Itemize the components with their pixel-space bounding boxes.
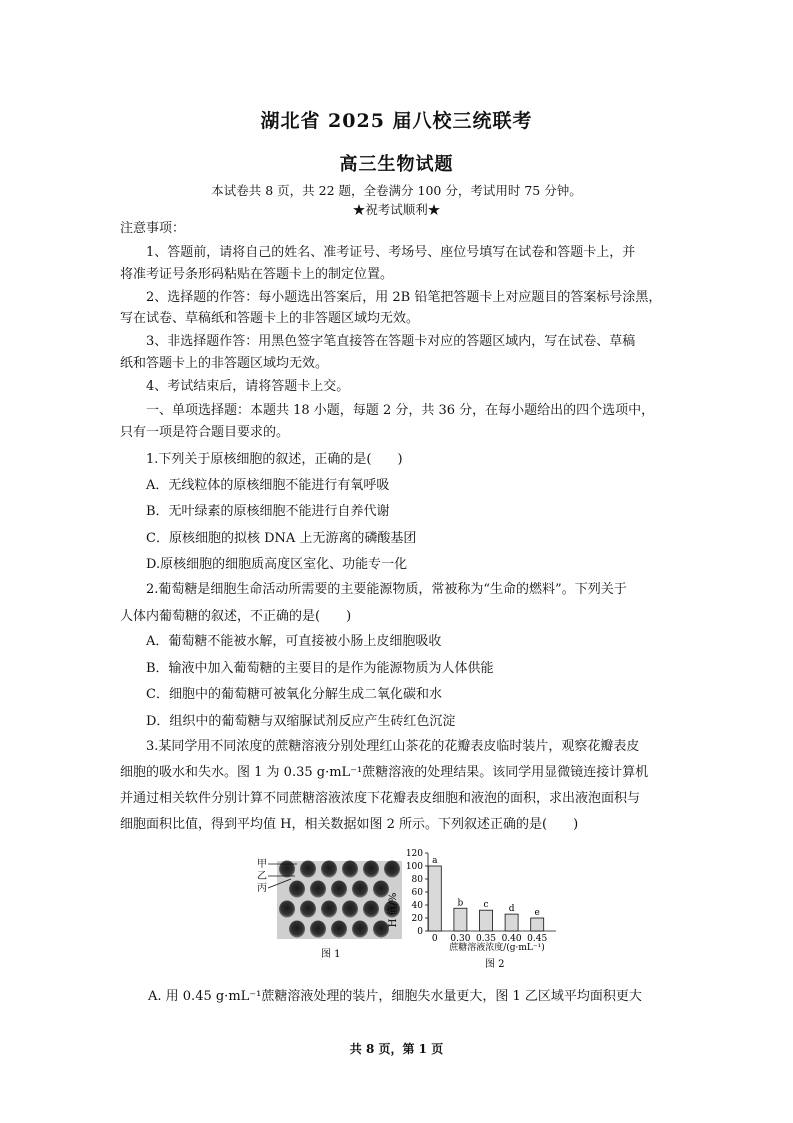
chart-bar-label: a <box>432 856 438 866</box>
section-heading-line-1: 一、单项选择题：本题共 18 小题，每题 2 分，共 36 分，在每小题给出的四个选项中， <box>146 403 655 418</box>
notice-item-2-line-1: 2、选择题的作答：每小题选出答案后，用 2B 铅笔把答题卡上对应题目的答案标号涂黑， <box>146 290 662 305</box>
cell-vacuole <box>289 881 305 898</box>
q3-stem-line-4: 细胞面积比值，得到平均值 H，相关数据如图 2 所示。下列叙述正确的是( ) <box>120 817 579 832</box>
figure-2-bar-chart <box>380 840 580 970</box>
cell-vacuole <box>321 901 337 918</box>
notice-item-1-line-1: 1、答题前，请将自己的姓名、准考证号、考场号、座位号填写在试卷和答题卡上，并 <box>146 245 636 260</box>
chart-y-axis-label: H 值/% <box>388 892 399 928</box>
cell-vacuole <box>310 881 326 898</box>
page-title: 湖北省 2025 届八校三统联考 <box>260 110 533 132</box>
cell-vacuole <box>331 921 347 938</box>
notice-item-3-line-2: 纸和答题卡上的非答题区域均无效。 <box>120 356 329 371</box>
notice-item-3-line-1: 3、非选择题作答：用黑色签字笔直接答在答题卡对应的答题区域内，写在试卷、草稿 <box>146 334 636 349</box>
q2-stem-line-1: 2.葡萄糖是细胞生命活动所需要的主要能源物质，常被称为“生命的燃料”。下列关于 <box>146 582 627 597</box>
notice-item-1-line-2: 将准考证号条形码粘贴在答题卡上的制定位置。 <box>120 267 394 282</box>
chart-bar-label: d <box>508 904 515 915</box>
notice-item-2-line-2: 写在试卷、草稿纸和答题卡上的非答题区域均无效。 <box>120 311 420 326</box>
cell-vacuole <box>279 861 295 878</box>
chart-y-tick-label: 80 <box>411 875 423 885</box>
cell-vacuole <box>300 861 316 878</box>
chart-y-tick-label: 120 <box>405 849 423 859</box>
chart-y-tick-label: 0 <box>417 927 423 937</box>
chart-bar <box>480 910 493 931</box>
chart-y-tick-label: 100 <box>405 862 423 872</box>
cell-vacuole <box>321 861 337 878</box>
fig1-label-bing: 丙 <box>257 883 267 894</box>
q3-stem-line-1: 3.某同学用不同浓度的蔗糖溶液分别处理红山茶花的花瓣表皮临时装片，观察花瓣表皮 <box>146 739 640 754</box>
cell-vacuole <box>352 881 368 898</box>
q2-option-a: A．葡萄糖不能被水解，可直接被小肠上皮细胞吸收 <box>146 634 442 649</box>
chart-bar-label: c <box>483 900 489 911</box>
cell-vacuole <box>352 921 368 938</box>
page-footer: 共 8 页，第 1 页 <box>349 1042 444 1056</box>
cell-vacuole <box>331 881 347 898</box>
chart-bar <box>531 918 544 931</box>
figure-2-caption: 图 2 <box>485 959 505 970</box>
q2-option-b: B．输液中加入葡萄糖的主要目的是作为能源物质为人体供能 <box>146 661 494 676</box>
cell-vacuole <box>342 861 358 878</box>
cell-vacuole <box>310 921 326 938</box>
figure-1-caption: 图 1 <box>321 949 341 960</box>
chart-x-tick-label: 0.45 <box>527 934 548 944</box>
notice-heading: 注意事项： <box>120 221 186 236</box>
q1-option-a: A．无线粒体的原核细胞不能进行有氧呼吸 <box>146 478 390 493</box>
chart-x-tick-label: 0 <box>431 934 438 944</box>
cell-vacuole <box>342 901 358 918</box>
cell-vacuole <box>279 901 295 918</box>
cell-vacuole <box>289 921 305 938</box>
chart-y-tick-label: 40 <box>411 901 423 911</box>
q2-option-c: C．细胞中的葡萄糖可被氧化分解生成二氧化碳和水 <box>146 687 442 702</box>
chart-x-tick-label: 0.30 <box>450 934 471 944</box>
notice-item-4: 4、考试结束后，请将答题卡上交。 <box>146 379 350 394</box>
chart-x-tick-label: 0.40 <box>501 934 522 944</box>
fig1-label-jia: 甲 <box>257 859 267 870</box>
q3-stem-line-2: 细胞的吸水和失水。图 1 为 0.35 g·mL⁻¹蔗糖溶液的处理结果。该同学用显微镜连接计算机 <box>120 765 649 780</box>
page-subtitle: 高三生物试题 <box>339 154 454 175</box>
cell-vacuole <box>363 861 379 878</box>
chart-x-axis-label: 蔗糖溶液浓度/(g·mL⁻¹) <box>449 943 545 953</box>
chart-bar <box>428 866 441 931</box>
q1-option-d: D.原核细胞的细胞质高度区室化、功能专一化 <box>146 557 408 572</box>
cell-vacuole <box>363 901 379 918</box>
q3-option-a: A. 用 0.45 g·mL⁻¹蔗糖溶液处理的装片，细胞失水量更大，图 1 乙区域平均面积更大 <box>148 989 642 1004</box>
blessing: ★祝考试顺利★ <box>352 202 441 217</box>
chart-bar-label: b <box>457 898 464 909</box>
chart-y-tick-label: 20 <box>411 914 423 924</box>
chart-bar <box>454 908 467 931</box>
q3-stem-line-3: 并通过相关软件分别计算不同蔗糖溶液浓度下花瓣表皮细胞和液泡的面积，求出液泡面积与 <box>120 791 641 806</box>
figure-2 <box>380 840 580 970</box>
q2-stem-line-2: 人体内葡萄糖的叙述，不正确的是( ) <box>120 609 352 624</box>
q2-option-d: D．组织中的葡萄糖与双缩脲试剂反应产生砖红色沉淀 <box>146 714 456 729</box>
q1-option-b: B．无叶绿素的原核细胞不能进行自养代谢 <box>146 504 390 519</box>
chart-y-tick-label: 60 <box>411 888 423 898</box>
cell-vacuole <box>300 901 316 918</box>
chart-x-tick-label: 0.35 <box>475 934 497 944</box>
chart-bar-label: e <box>534 908 540 918</box>
section-heading-line-2: 只有一项是符合题目要求的。 <box>120 425 290 440</box>
exam-info: 本试卷共 8 页，共 22 题，全卷满分 100 分，考试用时 75 分钟。 <box>211 183 582 198</box>
chart-bar <box>505 914 518 931</box>
q1-stem: 1.下列关于原核细胞的叙述，正确的是( ) <box>146 452 403 467</box>
fig1-label-yi: 乙 <box>257 871 267 882</box>
q1-option-c: C．原核细胞的拟核 DNA 上无游离的磷酸基团 <box>146 531 417 546</box>
